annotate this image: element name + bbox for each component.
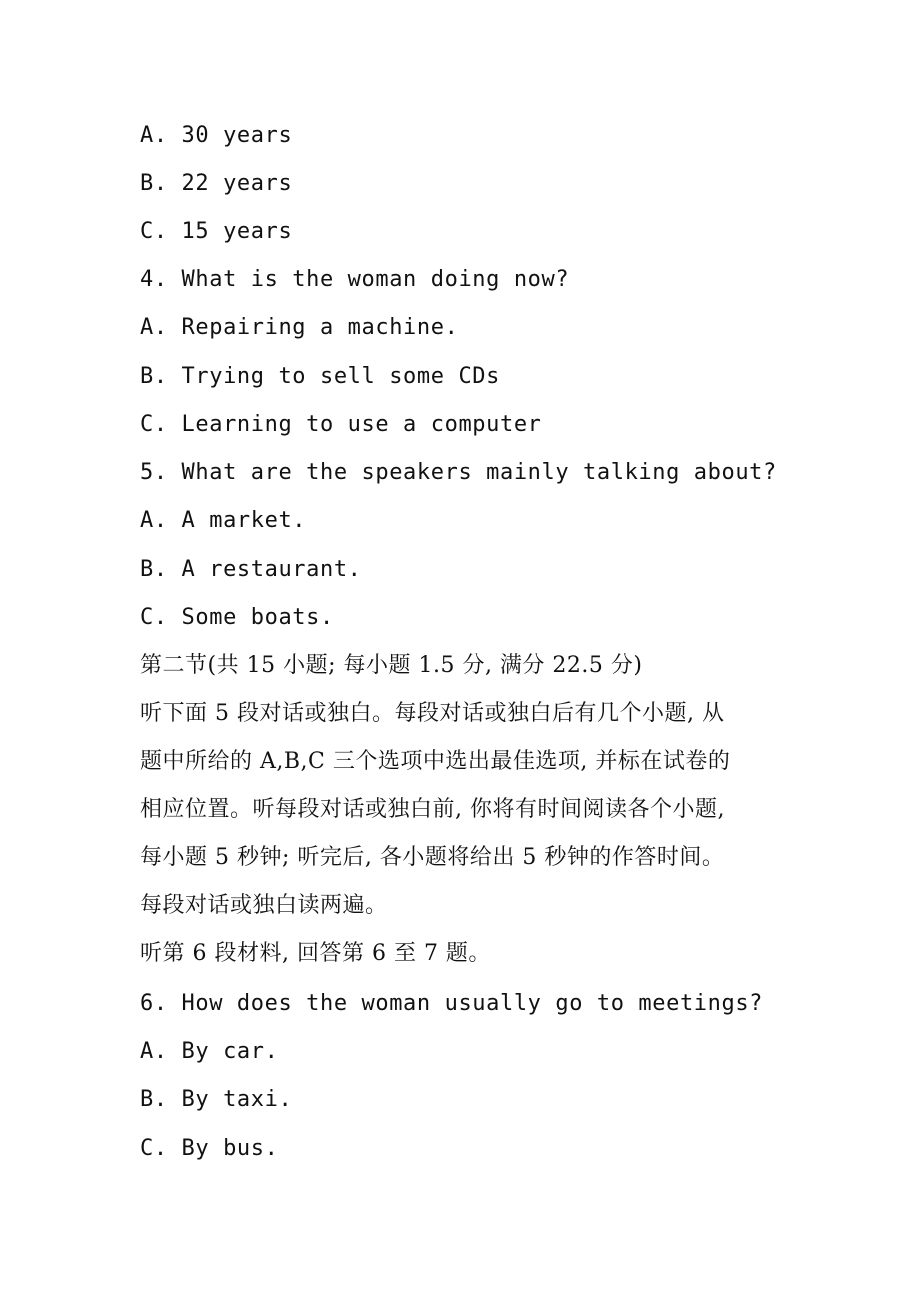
material-6-heading: 听第 6 段材料, 回答第 6 至 7 题。 — [140, 941, 491, 966]
option-3c: C. 15 years — [140, 219, 293, 244]
option-4b: B. Trying to sell some CDs — [140, 364, 500, 389]
section-heading: 第二节(共 15 小题; 每小题 1.5 分, 满分 22.5 分) — [140, 653, 643, 678]
option-6c: C. By bus. — [140, 1136, 279, 1161]
question-6: 6. How does the woman usually go to meetings? — [140, 991, 764, 1016]
option-5b: B. A restaurant. — [140, 557, 362, 582]
instructions-line-4: 每小题 5 秒钟; 听完后, 各小题将给出 5 秒钟的作答时间。 — [140, 845, 725, 870]
option-5a: A. A market. — [140, 508, 307, 533]
option-5c: C. Some boats. — [140, 605, 334, 630]
option-4c: C. Learning to use a computer — [140, 412, 542, 437]
option-3a: A. 30 years — [140, 123, 293, 148]
question-5: 5. What are the speakers mainly talking about? — [140, 460, 777, 485]
instructions-line-3: 相应位置。听每段对话或独白前, 你将有时间阅读各个小题, — [140, 797, 725, 822]
instructions-line-5: 每段对话或独白读两遍。 — [140, 893, 388, 918]
option-6b: B. By taxi. — [140, 1087, 293, 1112]
question-4: 4. What is the woman doing now? — [140, 267, 570, 292]
instructions-line-1: 听下面 5 段对话或独白。每段对话或独白后有几个小题, 从 — [140, 701, 725, 726]
instructions-line-2: 题中所给的 A,B,C 三个选项中选出最佳选项, 并标在试卷的 — [140, 749, 731, 774]
option-4a: A. Repairing a machine. — [140, 315, 459, 340]
option-3b: B. 22 years — [140, 171, 293, 196]
option-6a: A. By car. — [140, 1039, 279, 1064]
